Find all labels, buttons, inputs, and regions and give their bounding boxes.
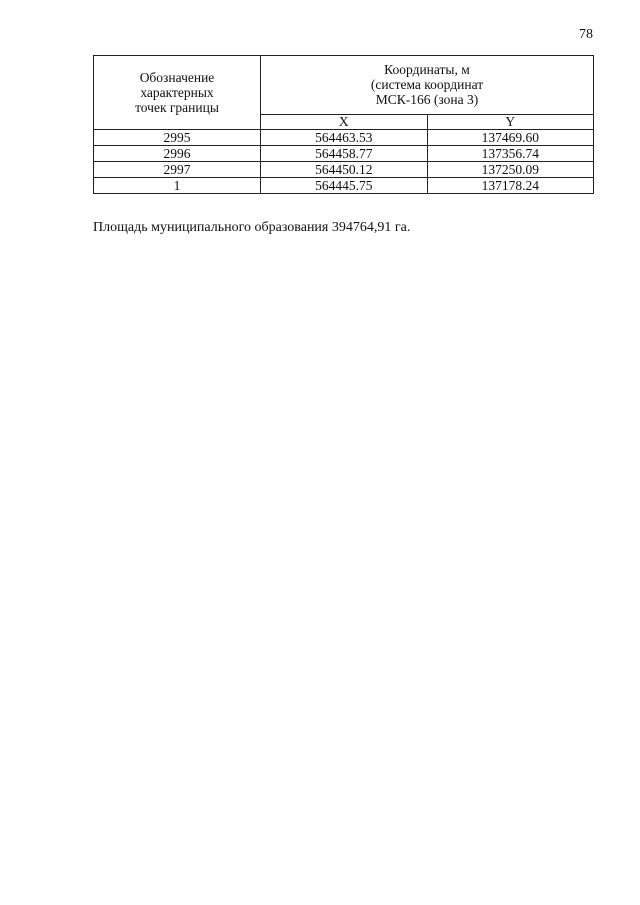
y-cell: 137469.60 [427,130,594,146]
point-cell: 1 [94,178,261,194]
table-row [94,178,594,194]
header-point-label-line: характерных [140,85,214,100]
header-coordinates-line: Координаты, м [384,62,470,78]
table-row [94,162,594,178]
header-x: X [261,114,428,129]
header-coordinates-line: МСК-166 (зона 3) [375,92,479,108]
x-cell: 564463.53 [261,130,428,146]
page-number: 78 [579,27,593,42]
point-cell: 2995 [94,130,261,146]
area-statement: Площадь муниципального образования 394764,91 га. [93,220,411,235]
header-point-label [94,56,261,130]
y-cell: 137178.24 [427,178,594,194]
table-row [94,146,594,162]
table-header-row [94,56,594,115]
point-cell: 2997 [94,162,261,178]
coordinates-table [93,55,594,194]
x-cell: 564445.75 [261,178,428,194]
header-point-label-line: точек границы [135,100,219,115]
header-coordinates [261,56,594,115]
point-cell: 2996 [94,146,261,162]
y-cell: 137250.09 [427,162,594,178]
table-row [94,130,594,146]
header-y: Y [427,114,594,129]
y-cell: 137356.74 [427,146,594,162]
x-cell: 564450.12 [261,162,428,178]
header-point-label-line: Обозначение [139,70,215,85]
header-coordinates-line: (система координат [370,77,484,93]
x-cell: 564458.77 [261,146,428,162]
